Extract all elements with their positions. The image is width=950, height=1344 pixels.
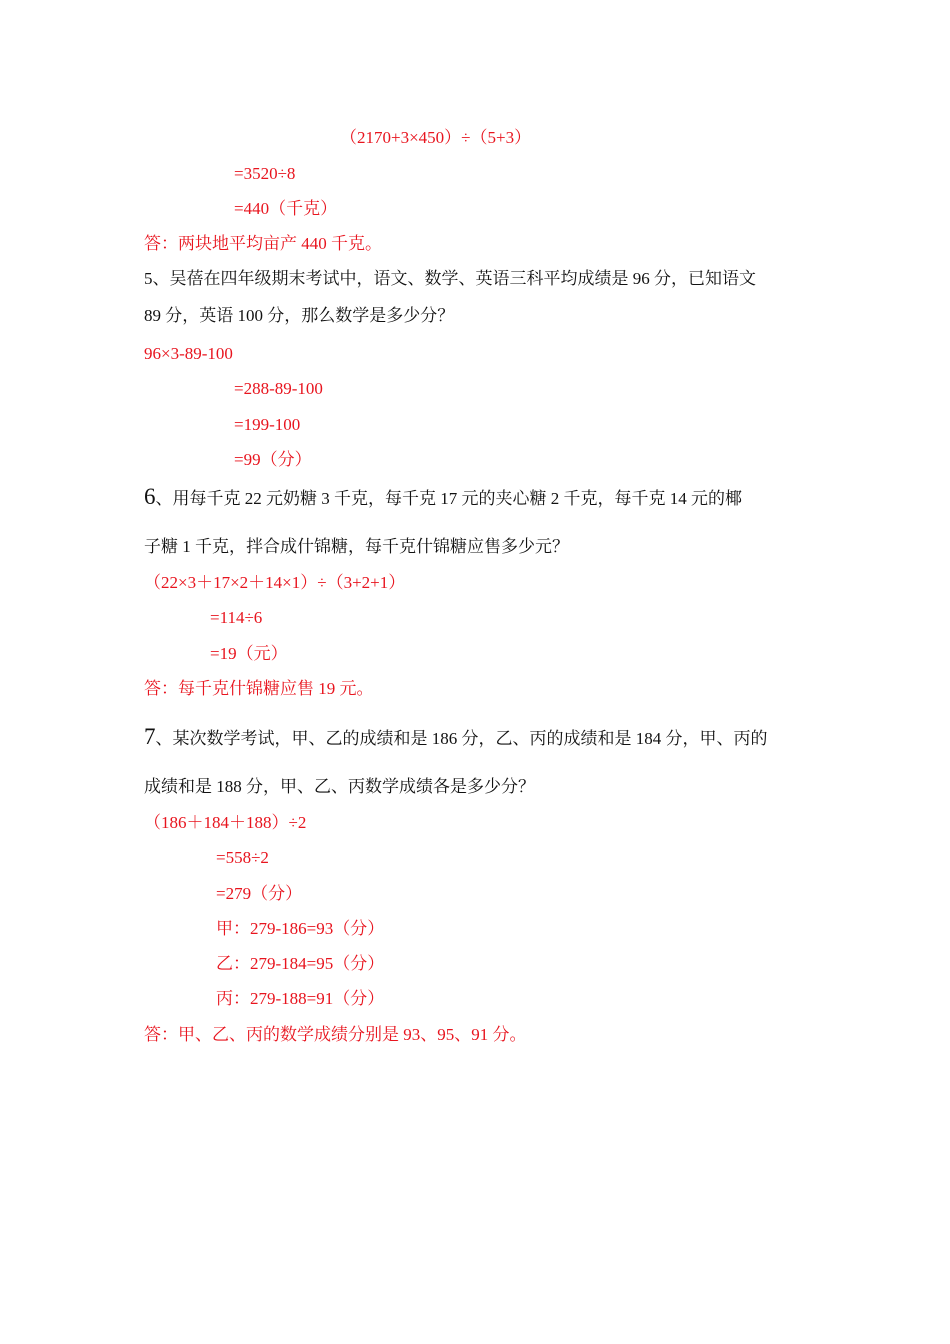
calc-line: =288-89-100 (234, 379, 323, 398)
question-5-line-1 (144, 268, 756, 290)
question-7-line-2: 成绩和是 188 分，甲、乙、丙数学成绩各是多少分？ (144, 777, 535, 796)
question-number: 7 (144, 724, 156, 749)
calc-line: （2170+3×450）÷（5+3） (340, 128, 532, 147)
question-7-line-1 (144, 726, 768, 750)
calc-line: 96×3-89-100 (144, 344, 233, 363)
answer-line: 答：每千克什锦糖应售 19 元。 (144, 679, 374, 698)
calc-line: 丙：279-188=91（分） (216, 989, 385, 1008)
answer-line: 答：两块地平均亩产 440 千克。 (144, 234, 382, 253)
question-text: 、用每千克 22 元奶糖 3 千克，每千克 17 元的夹心糖 2 千克，每千克 14 元的椰 (155, 489, 742, 508)
question-6-line-2: 子糖 1 千克，拌合成什锦糖，每千克什锦糖应售多少元？ (144, 537, 569, 556)
calc-line: =558÷2 (216, 848, 269, 867)
calc-line: =279（分） (216, 884, 303, 903)
question-number: 5 (144, 269, 153, 288)
question-text: 、某次数学考试，甲、乙的成绩和是 186 分，乙、丙的成绩和是 184 分，甲、丙的 (155, 729, 768, 748)
calc-line: （22×3＋17×2＋14×1）÷（3+2+1） (144, 573, 406, 592)
calc-line: =99（分） (234, 450, 312, 469)
calc-line: 乙：279-184=95（分） (216, 954, 385, 973)
question-6-line-1 (144, 486, 742, 510)
calc-line: =199-100 (234, 415, 301, 434)
answer-line: 答：甲、乙、丙的数学成绩分别是 93、95、91 分。 (144, 1025, 527, 1044)
calc-line: 甲：279-186=93（分） (216, 919, 385, 938)
question-5-line-2: 89 分，英语 100 分，那么数学是多少分？ (144, 306, 455, 325)
question-number: 6 (144, 484, 156, 509)
question-text: 、吴蓓在四年级期末考试中，语文、数学、英语三科平均成绩是 96 分，已知语文 (152, 269, 756, 288)
calc-line: （186＋184＋188）÷2 (144, 813, 307, 832)
calc-line: =440（千克） (234, 199, 338, 218)
calc-line: =3520÷8 (234, 164, 296, 183)
calc-line: =19（元） (210, 644, 288, 663)
calc-line: =114÷6 (210, 608, 263, 627)
